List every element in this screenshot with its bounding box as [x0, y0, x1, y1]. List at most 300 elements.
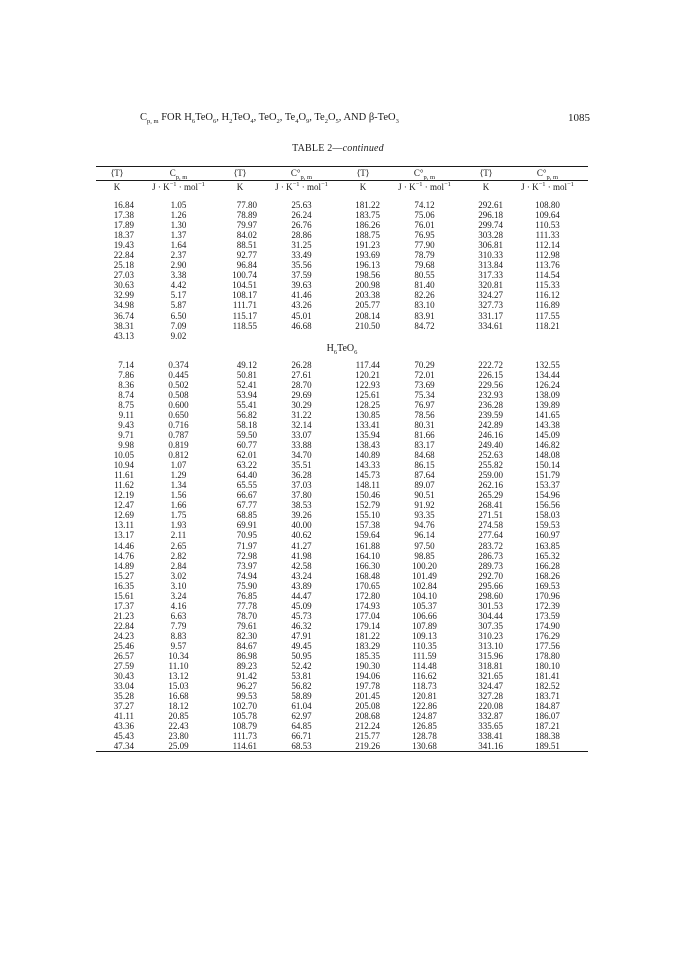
cell-heat-capacity: 0.508	[168, 389, 189, 400]
cell-temperature: 262.16	[478, 480, 503, 491]
cell-temperature: 7.14	[118, 359, 134, 370]
cell-temperature: 324.47	[478, 681, 503, 692]
cell-heat-capacity: 79.68	[414, 260, 435, 271]
cell-temperature: 78.89	[236, 210, 257, 221]
cell-temperature: 133.41	[355, 419, 380, 430]
cell-temperature: 268.41	[478, 500, 503, 511]
cell-temperature: 271.51	[478, 510, 503, 521]
cell-heat-capacity: 83.91	[414, 310, 435, 321]
cell-temperature: 14.89	[113, 560, 134, 571]
cell-heat-capacity: 41.27	[291, 540, 312, 551]
cell-heat-capacity: 9.57	[170, 640, 187, 651]
col-unit-heat-capacity: $J \cdot K^{-1} \cdot mol^{-1}$	[384, 181, 465, 194]
cell-heat-capacity: 158.03	[535, 510, 560, 521]
cell-heat-capacity: 160.97	[535, 530, 560, 541]
cell-temperature: 16.35	[113, 580, 134, 591]
cell-temperature: 236.28	[478, 399, 503, 410]
table-row	[96, 651, 588, 661]
cell-heat-capacity: 134.44	[535, 369, 560, 380]
cell-heat-capacity: 36.28	[291, 470, 312, 481]
cell-heat-capacity: 98.85	[414, 550, 435, 561]
col-header-heat-capacity: $C_{p, m}$	[169, 168, 188, 181]
cell-temperature: 21.23	[113, 610, 134, 621]
table-row	[96, 270, 588, 280]
cell-temperature: 72.98	[236, 550, 257, 561]
cell-temperature: 181.22	[355, 630, 380, 641]
table-row	[96, 480, 588, 490]
cell-heat-capacity: 1.64	[170, 240, 187, 251]
cell-temperature: 99.53	[236, 691, 257, 702]
cell-temperature: 14.46	[113, 540, 134, 551]
cell-temperature: 212.24	[355, 721, 380, 732]
cell-heat-capacity: 43.89	[291, 580, 312, 591]
cell-heat-capacity: 124.87	[412, 711, 437, 722]
cell-temperature: 56.82	[236, 409, 257, 420]
table-row	[96, 400, 588, 410]
cell-temperature: 77.80	[236, 200, 257, 210]
cell-temperature: 205.77	[355, 300, 380, 311]
cell-temperature: 91.42	[236, 671, 257, 682]
cell-heat-capacity: 62.97	[291, 711, 312, 722]
table-caption-main: TABLE 2—	[292, 143, 343, 154]
running-title: $C_{p, m}$ FOR $H_6TeO_6$, $H_2TeO_4$, TeO$_2$, $Te_4O_9$, $Te_2O_5$, AND β-TeO$_3$	[140, 112, 399, 126]
cell-heat-capacity: 53.81	[291, 671, 312, 682]
cell-temperature: 324.27	[478, 290, 503, 301]
cell-temperature: 37.27	[113, 701, 134, 712]
cell-temperature: 16.84	[113, 200, 134, 210]
cell-heat-capacity: 170.96	[535, 590, 560, 601]
cell-temperature: 157.38	[355, 520, 380, 531]
cell-temperature: 15.61	[113, 590, 134, 601]
table-row	[96, 370, 588, 380]
cell-temperature: 226.15	[478, 369, 503, 380]
cell-heat-capacity: 1.37	[170, 230, 187, 241]
cell-temperature: 8.74	[118, 389, 134, 400]
cell-temperature: 155.10	[355, 510, 380, 521]
cell-heat-capacity: 112.98	[535, 250, 560, 261]
cell-temperature: 181.22	[355, 200, 380, 210]
cell-temperature: 220.08	[478, 701, 503, 712]
table-row	[96, 240, 588, 250]
cell-heat-capacity: 78.56	[414, 409, 435, 420]
cell-temperature: 30.63	[113, 280, 134, 291]
cell-temperature: 11.62	[114, 480, 134, 491]
cell-temperature: 148.11	[355, 480, 380, 491]
table-row	[96, 420, 588, 430]
cell-temperature: 79.61	[236, 620, 257, 631]
cell-temperature: 9.11	[118, 409, 134, 420]
cell-heat-capacity: 94.76	[414, 520, 435, 531]
cell-temperature: 274.58	[478, 520, 503, 531]
cell-heat-capacity: 151.79	[535, 470, 560, 481]
spacer-cell	[96, 193, 588, 200]
cell-heat-capacity: 9.02	[170, 330, 187, 341]
table-body	[96, 193, 588, 751]
cell-temperature: 161.88	[355, 540, 380, 551]
cell-heat-capacity: 42.58	[291, 560, 312, 571]
cell-temperature: 242.89	[478, 419, 503, 430]
cell-temperature: 301.53	[478, 600, 503, 611]
cell-heat-capacity: 138.09	[535, 389, 560, 400]
cell-temperature: 304.44	[478, 610, 503, 621]
cell-temperature: 317.33	[478, 270, 503, 281]
cell-temperature: 53.94	[236, 389, 257, 400]
cell-heat-capacity: 91.92	[414, 500, 435, 511]
cell-temperature: 67.77	[236, 500, 257, 511]
cell-heat-capacity: 76.97	[414, 399, 435, 410]
cell-temperature: 14.76	[113, 550, 134, 561]
cell-temperature: 45.43	[113, 731, 134, 742]
cell-heat-capacity: 110.53	[535, 220, 560, 231]
cell-heat-capacity: 2.82	[170, 550, 187, 561]
cell-heat-capacity: 1.34	[170, 480, 187, 491]
cell-temperature: 335.65	[478, 721, 503, 732]
section-header-row	[96, 341, 588, 360]
cell-heat-capacity: 165.32	[535, 550, 560, 561]
cell-heat-capacity: 120.81	[412, 691, 437, 702]
cell-heat-capacity: 45.01	[291, 310, 312, 321]
cell-temperature	[219, 331, 261, 341]
cell-heat-capacity: 128.78	[412, 731, 437, 742]
cell-temperature: 105.78	[232, 711, 257, 722]
cell-heat-capacity: 49.45	[291, 640, 312, 651]
cell-temperature: 183.29	[355, 640, 380, 651]
cell-temperature: 13.11	[114, 520, 134, 531]
cell-temperature: 82.30	[236, 630, 257, 641]
cell-heat-capacity: 84.72	[414, 320, 435, 331]
cell-heat-capacity: 80.55	[414, 270, 435, 281]
cell-heat-capacity: 15.03	[168, 681, 189, 692]
cell-temperature: 9.98	[118, 440, 134, 451]
cell-temperature: 249.40	[478, 440, 503, 451]
cell-heat-capacity: 31.25	[291, 240, 312, 251]
cell-temperature: 135.94	[355, 429, 380, 440]
col-unit-heat-capacity: $J \cdot K^{-1} \cdot mol^{-1}$	[261, 181, 342, 194]
cell-heat-capacity: 7.09	[170, 320, 187, 331]
cell-temperature: 26.57	[113, 651, 134, 662]
table-row	[96, 591, 588, 601]
cell-heat-capacity: 110.35	[412, 640, 437, 651]
cell-temperature: 296.18	[478, 210, 503, 221]
cell-temperature: 36.74	[113, 310, 134, 321]
col-unit-kelvin: K	[342, 181, 384, 194]
table-caption-continued: continued	[342, 143, 384, 154]
table-row	[96, 321, 588, 331]
cell-heat-capacity: 132.55	[535, 359, 560, 370]
cell-temperature: 17.37	[113, 600, 134, 611]
cell-temperature: 292.70	[478, 570, 503, 581]
cell-heat-capacity: 1.75	[170, 510, 187, 521]
cell-temperature: 198.56	[355, 270, 380, 281]
cell-temperature: 259.00	[478, 470, 503, 481]
cell-heat-capacity: 39.26	[291, 510, 312, 521]
cell-temperature: 68.85	[236, 510, 257, 521]
section-label-h6teo6: $H_6TeO_6$	[326, 342, 358, 356]
table-row	[96, 671, 588, 681]
cell-heat-capacity: 4.16	[170, 600, 187, 611]
cell-heat-capacity: 66.71	[291, 731, 312, 742]
table-row	[96, 390, 588, 400]
cell-heat-capacity: 176.29	[535, 630, 560, 641]
cell-heat-capacity: 44.47	[291, 590, 312, 601]
cell-heat-capacity: 29.69	[291, 389, 312, 400]
cell-heat-capacity: 143.38	[535, 419, 560, 430]
cell-temperature: 203.38	[355, 290, 380, 301]
row-spacer	[96, 193, 588, 200]
cell-heat-capacity: 3.02	[170, 570, 187, 581]
cell-heat-capacity: 150.14	[535, 460, 560, 471]
cell-temperature: 70.95	[236, 530, 257, 541]
cell-temperature: 22.84	[113, 250, 134, 261]
cell-temperature: 118.55	[232, 320, 257, 331]
cell-temperature: 63.22	[236, 460, 257, 471]
cell-temperature: 96.84	[236, 260, 257, 271]
cell-temperature: 10.94	[113, 460, 134, 471]
cell-temperature: 172.80	[355, 590, 380, 601]
cell-temperature: 47.34	[113, 741, 134, 752]
col-unit-heat-capacity: $J \cdot K^{-1} \cdot mol^{-1}$	[138, 181, 219, 194]
cell-heat-capacity: 1.93	[170, 520, 187, 531]
cell-temperature: 17.38	[113, 210, 134, 221]
cell-heat-capacity: 26.76	[291, 220, 312, 231]
cell-heat-capacity: 6.50	[170, 310, 187, 321]
cell-temperature: 143.33	[355, 460, 380, 471]
table-row	[96, 551, 588, 561]
cell-temperature: 210.50	[355, 320, 380, 331]
cell-temperature: 34.98	[113, 300, 134, 311]
cell-heat-capacity: 64.85	[291, 721, 312, 732]
cell-temperature: 208.68	[355, 711, 380, 722]
cell-temperature: 38.31	[113, 320, 134, 331]
table-row	[96, 510, 588, 520]
cell-temperature: 117.44	[355, 359, 380, 370]
cell-temperature: 59.50	[236, 429, 257, 440]
cell-temperature: 102.70	[232, 701, 257, 712]
table-row	[96, 260, 588, 270]
cell-temperature: 170.65	[355, 580, 380, 591]
cell-heat-capacity: 112.14	[535, 240, 560, 251]
cell-heat-capacity: 90.51	[414, 490, 435, 501]
cell-temperature: 60.77	[236, 440, 257, 451]
cell-temperature: 27.03	[113, 270, 134, 281]
cell-heat-capacity: 130.68	[412, 741, 437, 752]
col-unit-kelvin: K	[96, 181, 138, 194]
cell-temperature: 84.67	[236, 640, 257, 651]
table-row	[96, 380, 588, 390]
cell-temperature: 108.79	[232, 721, 257, 732]
cell-heat-capacity: 116.62	[412, 671, 437, 682]
cell-heat-capacity: 2.65	[170, 540, 187, 551]
cell-temperature: 229.56	[478, 379, 503, 390]
page-number: 1085	[568, 112, 590, 124]
cell-heat-capacity: 0.650	[168, 409, 189, 420]
cell-temperature: 338.41	[478, 731, 503, 742]
cell-heat-capacity: 1.05	[170, 200, 187, 210]
cell-heat-capacity: 83.10	[414, 300, 435, 311]
cell-temperature: 292.61	[478, 200, 503, 210]
cell-temperature: 295.66	[478, 580, 503, 591]
cell-temperature: 100.74	[232, 270, 257, 281]
cell-heat-capacity: 104.10	[412, 590, 437, 601]
cell-heat-capacity: 0.445	[168, 369, 189, 380]
table-row	[96, 440, 588, 450]
cell-heat-capacity: 26.24	[291, 210, 312, 221]
cell-heat-capacity: 1.30	[170, 220, 187, 231]
cell-heat-capacity: 105.37	[412, 600, 437, 611]
cell-temperature: 9.43	[118, 419, 134, 430]
col-header-temperature: ⟨T⟩	[110, 168, 124, 178]
cell-heat-capacity: 35.56	[291, 260, 312, 271]
cell-heat-capacity: 82.26	[414, 290, 435, 301]
cell-heat-capacity: 188.38	[535, 731, 560, 742]
cell-temperature: 125.61	[355, 389, 380, 400]
cell-temperature: 73.97	[236, 560, 257, 571]
cell-heat-capacity: 148.08	[535, 450, 560, 461]
cell-temperature: 313.84	[478, 260, 503, 271]
cell-heat-capacity: 40.00	[291, 520, 312, 531]
table-row	[96, 661, 588, 671]
cell-temperature: 30.43	[113, 671, 134, 682]
cell-temperature: 191.23	[355, 240, 380, 251]
cell-heat-capacity: 2.37	[170, 250, 187, 261]
cell-temperature: 318.81	[478, 661, 503, 672]
table-row	[96, 520, 588, 530]
cell-temperature: 201.45	[355, 691, 380, 702]
header-row-symbols	[96, 167, 588, 181]
cell-heat-capacity: 8.83	[170, 630, 187, 641]
table-row	[96, 641, 588, 651]
cell-heat-capacity: 89.07	[414, 480, 435, 491]
cell-heat-capacity: 3.38	[170, 270, 187, 281]
cell-heat-capacity: 80.31	[414, 419, 435, 430]
cell-heat-capacity: 174.90	[535, 620, 560, 631]
cell-heat-capacity: 1.07	[170, 460, 187, 471]
table-row	[96, 721, 588, 731]
cell-temperature: 188.75	[355, 230, 380, 241]
cell-temperature: 194.06	[355, 671, 380, 682]
table-row	[96, 300, 588, 310]
cell-temperature: 327.73	[478, 300, 503, 311]
cell-temperature: 74.94	[236, 570, 257, 581]
col-header-heat-capacity: $C^\circ_{p, m}$	[413, 168, 436, 181]
cell-temperature: 313.10	[478, 640, 503, 651]
cell-heat-capacity: 83.17	[414, 440, 435, 451]
cell-heat-capacity: 107.89	[412, 620, 437, 631]
cell-heat-capacity: 37.80	[291, 490, 312, 501]
cell-heat-capacity: 81.66	[414, 429, 435, 440]
cell-temperature: 86.98	[236, 651, 257, 662]
table-row	[96, 250, 588, 260]
cell-heat-capacity: 5.87	[170, 300, 187, 311]
cell-temperature: 111.73	[232, 731, 257, 742]
cell-heat-capacity: 101.49	[412, 570, 437, 581]
cell-temperature: 332.87	[478, 711, 503, 722]
cell-heat-capacity: 13.12	[168, 671, 189, 682]
cell-temperature: 215.77	[355, 731, 380, 742]
cell-temperature: 25.46	[113, 640, 134, 651]
cell-heat-capacity: 2.90	[170, 260, 187, 271]
table-row	[96, 470, 588, 480]
cell-heat-capacity: 122.86	[412, 701, 437, 712]
cell-temperature: 252.63	[478, 450, 503, 461]
cell-heat-capacity: 56.82	[291, 681, 312, 692]
cell-heat-capacity: 37.59	[291, 270, 312, 281]
cell-heat-capacity: 0.600	[168, 399, 189, 410]
cell-heat-capacity: 97.50	[414, 540, 435, 551]
cell-heat-capacity: 76.01	[414, 220, 435, 231]
table-row	[96, 450, 588, 460]
table-row	[96, 541, 588, 551]
cell-heat-capacity: 1.66	[170, 500, 187, 511]
cell-temperature: 177.04	[355, 610, 380, 621]
cell-heat-capacity: 35.51	[291, 460, 312, 471]
cell-temperature: 71.97	[236, 540, 257, 551]
col-header-temperature: ⟨T⟩	[233, 168, 247, 178]
table-row	[96, 360, 588, 370]
cell-temperature: 79.97	[236, 220, 257, 231]
cell-heat-capacity: 20.85	[168, 711, 189, 722]
cell-temperature: 65.55	[236, 480, 257, 491]
cell-temperature: 186.26	[355, 220, 380, 231]
cell-temperature	[465, 331, 507, 341]
cell-temperature: 62.01	[236, 450, 257, 461]
cell-heat-capacity: 0.716	[168, 419, 189, 430]
table-row	[96, 490, 588, 500]
cell-heat-capacity: 50.95	[291, 651, 312, 662]
cell-heat-capacity: 115.33	[535, 280, 560, 291]
cell-heat-capacity: 118.21	[535, 320, 560, 331]
cell-temperature: 104.51	[232, 280, 257, 291]
cell-heat-capacity: 84.68	[414, 450, 435, 461]
cell-temperature: 25.18	[113, 260, 134, 271]
cell-temperature: 15.27	[113, 570, 134, 581]
cell-temperature: 299.74	[478, 220, 503, 231]
cell-temperature: 130.85	[355, 409, 380, 420]
cell-temperature: 265.29	[478, 490, 503, 501]
cell-temperature: 8.36	[118, 379, 134, 390]
table-row	[96, 200, 588, 210]
cell-heat-capacity: 45.09	[291, 600, 312, 611]
cell-heat-capacity: 106.66	[412, 610, 437, 621]
cell-heat-capacity: 33.07	[291, 429, 312, 440]
cell-temperature: 232.93	[478, 389, 503, 400]
cell-temperature: 11.61	[114, 470, 134, 481]
cell-temperature: 283.72	[478, 540, 503, 551]
cell-heat-capacity: 1.56	[170, 490, 187, 501]
cell-heat-capacity: 108.80	[535, 200, 560, 210]
cell-heat-capacity: 126.85	[412, 721, 437, 732]
cell-heat-capacity: 6.63	[170, 610, 187, 621]
cell-heat-capacity: 117.55	[535, 310, 560, 321]
cell-heat-capacity: 181.41	[535, 671, 560, 682]
cell-heat-capacity: 114.54	[535, 270, 560, 281]
cell-temperature: 84.02	[236, 230, 257, 241]
cell-heat-capacity: 37.03	[291, 480, 312, 491]
cell-temperature: 306.81	[478, 240, 503, 251]
table-row	[96, 601, 588, 611]
table-row	[96, 621, 588, 631]
cell-heat-capacity: 58.89	[291, 691, 312, 702]
cell-temperature: 27.59	[113, 661, 134, 672]
cell-temperature: 12.19	[113, 490, 134, 501]
cell-heat-capacity: 28.70	[291, 379, 312, 390]
cell-temperature: 43.36	[113, 721, 134, 732]
cell-heat-capacity: 163.85	[535, 540, 560, 551]
cell-heat-capacity: 25.63	[291, 200, 312, 210]
table-row	[96, 460, 588, 470]
cell-temperature: 19.43	[113, 240, 134, 251]
cell-heat-capacity: 28.86	[291, 230, 312, 241]
